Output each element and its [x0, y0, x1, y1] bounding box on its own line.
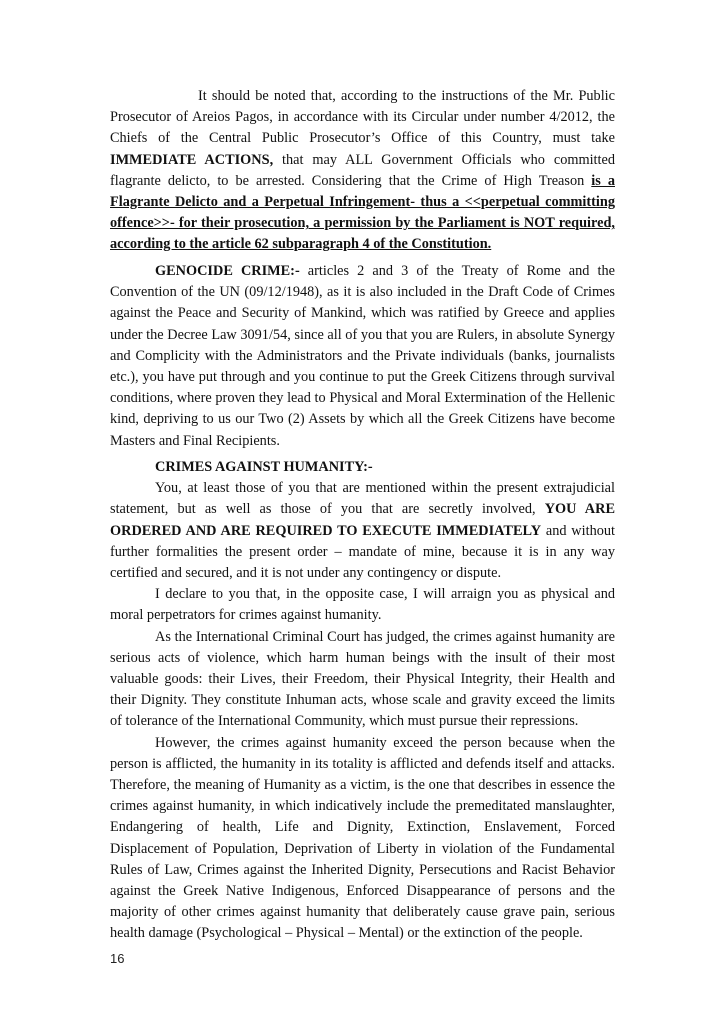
paragraph-international-criminal-court: As the International Criminal Court has judged, the crimes against humanity are serious acts of violence, which harm human beings with the insult of their most valuable goods: their Lives, their Freedom, their Physical Integrity, their Health and their Dignity. They constitute Inhuman acts, whose scale and gravity exceed the limits of tolerance of the International Community, which must pursue their repressions. [110, 628, 615, 730]
paragraph-text: articles 2 and 3 of the Treaty of Rome and the Convention of the UN (09/12/1948), as it is also included in the Draft Code of Crimes against the Peace and Security of Mankind, which was ratified by Greece and applies under the Decree Law 3091/54, since all of you that you are Rulers, in absolute Synergy and Complicity with the Administrators and the Private individuals (banks, journalists etc.), you have put through and you continue to put the Greek Citizens through survival conditions, where proven they lead to Physical and Moral Extermination of the Hellenic kind, depriving to us our Two (2) Assets by which all the Greek Citizens have become Masters and Final Recipients. [110, 263, 615, 449]
paragraph-prosecutor-instructions [110, 86, 615, 256]
paragraph-text: You, at least those of you that are mentioned within the present extrajudicial statement, but as well as those of you that are secretly involved, [110, 480, 615, 518]
paragraph-genocide-crime [110, 261, 615, 452]
bold-phrase-immediate-actions: IMMEDIATE ACTIONS, [110, 151, 274, 168]
text-block-middle [110, 261, 615, 452]
heading-crimes-against-humanity: CRIMES AGAINST HUMANITY:- [155, 459, 373, 475]
heading-genocide-crime: GENOCIDE CRIME:- [155, 263, 300, 279]
text-block-top [110, 86, 615, 256]
text-block-bottom [110, 457, 615, 945]
paragraph-order-mandate [110, 478, 615, 584]
paragraph-text: and without further formalities the present order – mandate of mine, because it is in any way certified and secured, and it is not under any contingency or dispute. [110, 522, 615, 582]
paragraph-text: that may ALL Government Officials who committed flagrante delicto, to be arrested. Considering that the Crime of High Treason [110, 151, 615, 189]
paragraph-crimes-exceed-person: However, the crimes against humanity exceed the person because when the person is afflicted, the humanity in its totality is afflicted and defends itself and attacks. Therefore, the meaning of Humanity as a victim, is the one that describes in essence the crimes against humanity, in which indicatively include the premeditated manslaughter, Endangering of health, Life and Dignity, Extinction, Enslavement, Forced Displacement of Population, Deprivation of Liberty in violation of the Fundamental Rules of Law, Crimes against the Inherited Dignity, Persecutions and Racist Behavior against the Greek Native Indigenous, Enforced Disappearance of persons and the majority of other crimes against humanity that deliberately cause grave pain, serious health damage (Psychological – Physical – Mental) or the extinction of the people. [110, 734, 615, 942]
paragraph-text: It should be noted that, according to the instructions of the Mr. Public Prosecutor of Areios Pagos, in accordance with its Circular under number 4/2012, the Chiefs of the Central Public Prosecutor’s Office of this Country, must take [110, 88, 615, 147]
paragraph-declaration: I declare to you that, in the opposite case, I will arraign you as physical and moral perpetrators for crimes against humanity. [110, 586, 615, 624]
page-number: 16 [110, 951, 125, 966]
underlined-phrase-flagrante-delicto: is a Flagrante Delicto and a Perpetual Infringement- thus a <<perpetual committing offence>>- for their prosecution, a permission by the Parliament is NOT required, according to the article 62 subparagraph 4 of the Constitution. [110, 172, 615, 253]
bold-phrase-ordered-to-execute: YOU ARE ORDERED AND ARE REQUIRED TO EXECUTE IMMEDIATELY [110, 501, 615, 539]
